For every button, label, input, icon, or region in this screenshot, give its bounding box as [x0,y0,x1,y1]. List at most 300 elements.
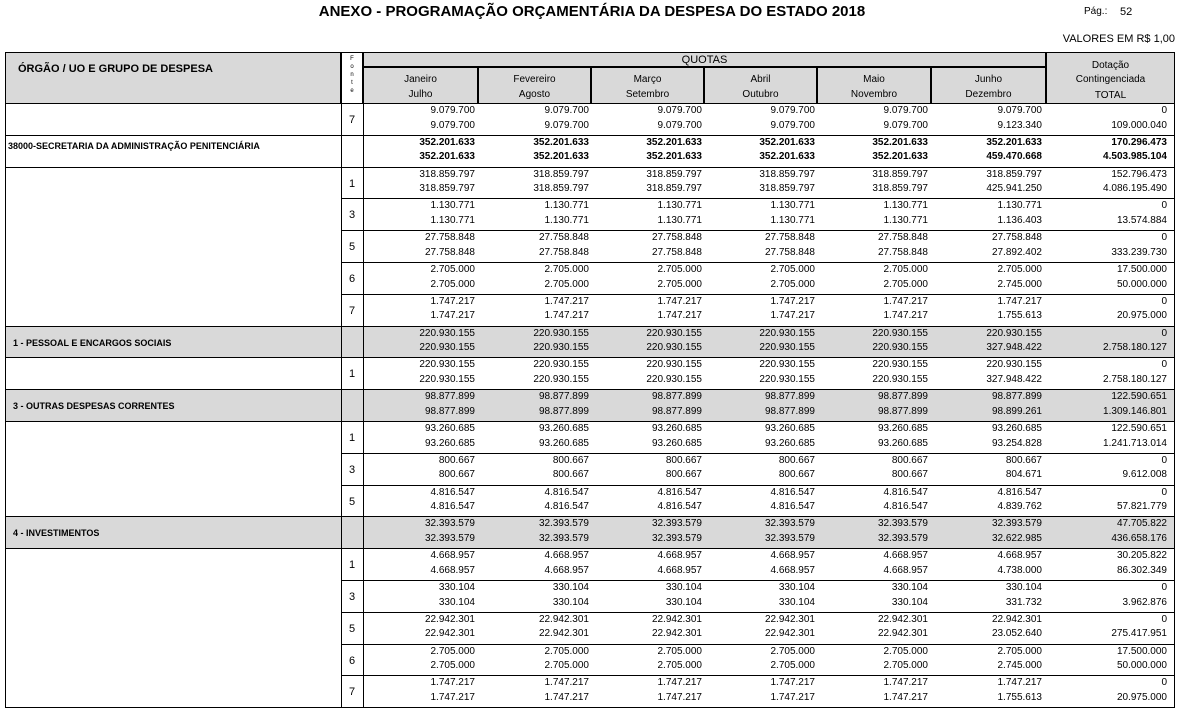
header-dotacao-line1: Dotação [1091,60,1130,71]
value-cell: 1.130.771 [657,214,702,226]
value-cell: 0 [1161,613,1167,625]
value-cell: 4.816.547 [544,486,589,498]
value-cell: 4.839.762 [997,501,1042,513]
value-cell: 50.000.000 [1116,660,1167,672]
grid-line [341,612,1175,613]
value-cell: 2.705.000 [883,264,928,275]
value-cell: 4.668.957 [430,564,475,576]
value-cell: 93.254.828 [991,437,1042,449]
month-label: Janeiro [404,74,437,85]
value-cell: 4.816.547 [430,501,475,513]
value-cell: 93.260.685 [877,423,928,434]
value-cell: 3.962.876 [1122,596,1167,608]
value-cell: 1.130.771 [544,200,589,212]
value-cell: 22.942.301 [877,613,928,625]
value-cell: 1.747.217 [430,295,475,307]
value-cell: 32.393.579 [651,532,702,544]
value-cell: 98.877.899 [991,391,1042,403]
value-cell: 330.104 [778,582,815,593]
value-cell: 1.747.217 [883,691,928,703]
value-cell: 0 [1161,232,1167,244]
value-cell: 86.302.349 [1116,564,1167,576]
value-cell: 333.239.730 [1111,246,1167,258]
value-cell: 32.393.579 [991,518,1042,530]
value-cell: 352.201.633 [419,136,475,148]
value-cell: 98.877.899 [424,391,475,403]
value-cell: 9.079.700 [770,119,815,131]
header-dotacao [1046,52,1175,104]
value-cell: 800.667 [891,454,928,466]
fonte-code: 1 [348,432,356,444]
value-cell: 4.503.985.104 [1103,151,1167,163]
month-label: Maio [863,74,885,85]
value-cell: 93.260.685 [764,423,815,434]
value-cell: 220.930.155 [419,373,475,385]
value-cell: 27.758.848 [424,246,475,258]
value-cell: 800.667 [665,454,702,466]
value-cell: 2.745.000 [997,660,1042,672]
value-cell: 1.747.217 [544,677,589,689]
fonte-code: 1 [348,559,356,572]
fonte-code: 7 [348,686,356,699]
value-cell: 27.892.402 [991,246,1042,258]
value-cell: 352.201.633 [646,136,702,148]
value-cell: 4.816.547 [883,501,928,513]
fonte-code: 5 [348,622,356,635]
header-dotacao-line2: Contingenciada [1075,74,1146,85]
grid-line [1174,104,1175,708]
value-cell: 800.667 [665,469,702,481]
value-cell: 318.859.797 [533,168,589,180]
fonte-code: 1 [348,177,356,190]
value-cell: 27.758.848 [651,246,702,258]
value-cell: 331.732 [1005,596,1042,608]
value-cell: 318.859.797 [872,168,928,180]
fonte-code: 7 [348,114,356,126]
value-cell: 2.705.000 [770,645,815,657]
value-cell: 4.668.957 [544,550,589,562]
value-cell: 98.877.899 [424,405,475,417]
value-cell: 27.758.848 [651,232,702,244]
value-cell: 98.877.899 [651,391,702,403]
value-cell: 0 [1161,486,1167,498]
value-cell: 1.747.217 [657,677,702,689]
value-cell: 804.671 [1005,469,1042,481]
value-cell: 1.747.217 [544,310,589,322]
value-cell: 2.705.000 [657,264,702,275]
value-cell: 1.747.217 [770,691,815,703]
fonte-code: 7 [348,304,356,317]
value-cell: 330.104 [778,596,815,608]
value-cell: 93.260.685 [991,423,1042,434]
value-cell: 330.104 [665,582,702,593]
value-cell: 220.930.155 [419,342,475,354]
header-month-col [704,67,817,104]
value-cell: 109.000.040 [1111,119,1167,131]
month-label: Março [633,74,662,85]
value-cell: 2.705.000 [544,645,589,657]
value-cell: 327.948.422 [986,373,1042,385]
value-cell: 0 [1161,582,1167,593]
value-cell: 2.745.000 [997,278,1042,290]
value-cell: 1.747.217 [997,295,1042,307]
value-cell: 0 [1161,327,1167,339]
value-cell: 20.975.000 [1116,691,1167,703]
value-cell: 220.930.155 [533,342,589,354]
row-label: 38000-SECRETARIA DA ADMINISTRAÇÃO PENITENCIÁRIA [8,140,260,151]
value-cell: 32.622.985 [991,532,1042,544]
grid-line [341,485,1175,486]
value-cell: 2.705.000 [544,660,589,672]
value-cell: 22.942.301 [424,613,475,625]
fonte-code: 6 [348,273,356,285]
value-cell: 352.201.633 [759,136,815,148]
value-cell: 93.260.685 [764,437,815,449]
value-cell: 93.260.685 [877,437,928,449]
value-cell: 2.705.000 [770,660,815,672]
value-cell: 0 [1161,200,1167,212]
value-cell: 318.859.797 [759,168,815,180]
value-cell: 27.758.848 [424,232,475,244]
value-cell: 4.668.957 [657,550,702,562]
value-cell: 98.877.899 [651,405,702,417]
value-cell: 27.758.848 [764,232,815,244]
value-cell: 220.930.155 [533,327,589,339]
value-cell: 1.130.771 [770,200,815,212]
value-cell: 318.859.797 [872,183,928,195]
value-cell: 1.747.217 [770,677,815,689]
value-cell: 1.747.217 [657,310,702,322]
value-cell: 93.260.685 [651,423,702,434]
value-cell: 1.747.217 [883,677,928,689]
value-cell: 122.590.651 [1111,391,1167,403]
value-cell: 327.948.422 [986,342,1042,354]
value-cell: 330.104 [665,596,702,608]
value-cell: 1.130.771 [430,200,475,212]
month-label: Julho [408,89,433,100]
fonte-code: 6 [348,654,356,667]
value-cell: 318.859.797 [646,183,702,195]
header-orgao-label: ÓRGÃO / UO E GRUPO DE DESPESA [18,63,213,75]
value-cell: 9.079.700 [657,119,702,131]
value-cell: 0 [1161,105,1167,116]
value-cell: 93.260.685 [538,437,589,449]
value-cell: 22.942.301 [424,628,475,640]
value-cell: 2.705.000 [430,278,475,290]
value-cell: 2.705.000 [657,645,702,657]
value-cell: 1.747.217 [430,310,475,322]
grid-line [5,516,1175,517]
value-cell: 30.205.822 [1116,550,1167,562]
value-cell: 800.667 [778,454,815,466]
grid-line [5,548,1175,549]
value-cell: 1.747.217 [770,310,815,322]
grid-line [341,675,1175,676]
value-cell: 9.612.008 [1122,469,1167,481]
value-cell: 2.705.000 [430,645,475,657]
value-cell: 352.201.633 [759,151,815,163]
value-cell: 9.079.700 [770,105,815,116]
value-cell: 22.942.301 [538,613,589,625]
value-cell: 4.668.957 [770,564,815,576]
value-cell: 1.747.217 [883,310,928,322]
grid-line [341,580,1175,581]
value-cell: 27.758.848 [764,246,815,258]
month-label: Outubro [742,89,779,100]
value-cell: 352.201.633 [533,136,589,148]
value-cell: 330.104 [438,596,475,608]
value-cell: 1.130.771 [770,214,815,226]
value-cell: 220.930.155 [986,327,1042,339]
value-cell: 17.500.000 [1116,264,1167,275]
value-cell: 2.705.000 [657,278,702,290]
value-cell: 2.705.000 [883,278,928,290]
value-cell: 0 [1161,454,1167,466]
value-cell: 98.877.899 [877,391,928,403]
value-cell: 352.201.633 [872,151,928,163]
value-cell: 32.393.579 [424,518,475,530]
grid-line [5,707,1175,708]
value-cell: 152.796.473 [1111,168,1167,180]
value-cell: 220.930.155 [872,327,928,339]
value-cell: 57.821.779 [1116,501,1167,513]
value-cell: 220.930.155 [759,327,815,339]
value-cell: 1.309.146.801 [1103,405,1167,417]
value-cell: 0 [1161,295,1167,307]
grid-line [5,104,6,708]
value-cell: 220.930.155 [646,359,702,371]
value-cell: 22.942.301 [764,628,815,640]
value-cell: 1.747.217 [430,677,475,689]
value-cell: 32.393.579 [877,518,928,530]
fonte-code: 3 [348,591,356,603]
value-cell: 352.201.633 [986,136,1042,148]
value-cell: 330.104 [1005,582,1042,593]
value-cell: 93.260.685 [651,437,702,449]
value-cell: 220.930.155 [872,342,928,354]
grid-line [5,326,1175,327]
value-cell: 9.079.700 [430,105,475,116]
month-label: Novembro [850,89,898,100]
value-cell: 98.877.899 [764,391,815,403]
value-cell: 2.758.180.127 [1103,373,1167,385]
value-cell: 22.942.301 [538,628,589,640]
grid-line [5,389,1175,390]
value-cell: 1.755.613 [997,691,1042,703]
grid-line [5,135,1175,136]
value-cell: 4.738.000 [997,564,1042,576]
value-cell: 2.705.000 [430,660,475,672]
value-cell: 330.104 [891,582,928,593]
grid-line [341,262,1175,263]
value-cell: 27.758.848 [877,246,928,258]
value-cell: 800.667 [438,454,475,466]
header-dotacao-line3: TOTAL [1094,90,1127,101]
value-cell: 22.942.301 [991,613,1042,625]
page-number: 52 [1120,6,1133,18]
row-label: 1 - PESSOAL E ENCARGOS SOCIAIS [13,337,172,348]
value-cell: 4.668.957 [430,550,475,562]
value-cell: 1.136.403 [997,214,1042,226]
row-label: 4 - INVESTIMENTOS [13,528,100,539]
value-cell: 93.260.685 [538,423,589,434]
value-cell: 1.747.217 [544,295,589,307]
value-cell: 318.859.797 [419,183,475,195]
value-cell: 22.942.301 [651,613,702,625]
grid-line [341,230,1175,231]
grid-line [341,104,342,708]
value-cell: 330.104 [891,596,928,608]
value-cell: 1.747.217 [883,295,928,307]
value-cell: 220.930.155 [872,359,928,371]
value-cell: 4.086.195.490 [1103,183,1167,195]
value-cell: 2.705.000 [430,264,475,275]
fonte-code: 1 [348,368,356,381]
header-quotas [363,52,1046,67]
value-cell: 4.816.547 [657,486,702,498]
value-cell: 425.941.250 [986,183,1042,195]
value-cell: 98.877.899 [764,405,815,417]
value-cell: 27.758.848 [991,232,1042,244]
value-cell: 220.930.155 [646,373,702,385]
grid-line [5,421,1175,422]
value-cell: 22.942.301 [651,628,702,640]
value-cell: 13.574.884 [1116,214,1167,226]
value-cell: 220.930.155 [759,373,815,385]
value-cell: 1.130.771 [544,214,589,226]
grid-line [341,294,1175,295]
value-cell: 23.052.640 [991,628,1042,640]
value-cell: 220.930.155 [533,373,589,385]
value-cell: 220.930.155 [533,359,589,371]
value-cell: 352.201.633 [872,136,928,148]
value-cell: 800.667 [778,469,815,481]
value-cell: 800.667 [552,454,589,466]
value-cell: 4.816.547 [997,486,1042,498]
value-cell: 22.942.301 [877,628,928,640]
header-fonte-label: F o n t e [350,56,354,94]
value-cell: 2.705.000 [770,278,815,290]
value-cell: 1.130.771 [657,200,702,212]
value-cell: 1.747.217 [770,295,815,307]
value-cell: 32.393.579 [764,532,815,544]
value-cell: 32.393.579 [538,518,589,530]
month-label: Abril [750,74,771,85]
value-cell: 47.705.822 [1116,518,1167,530]
value-cell: 4.668.957 [997,550,1042,562]
value-cell: 330.104 [552,596,589,608]
value-cell: 1.747.217 [430,691,475,703]
value-cell: 9.079.700 [657,105,702,116]
value-cell: 800.667 [438,469,475,481]
value-cell: 220.930.155 [419,327,475,339]
header-month-col [591,67,704,104]
value-cell: 2.705.000 [997,264,1042,275]
value-cell: 1.130.771 [430,214,475,226]
value-cell: 22.942.301 [764,613,815,625]
value-cell: 2.705.000 [883,645,928,657]
value-cell: 2.705.000 [544,278,589,290]
value-cell: 800.667 [552,469,589,481]
value-cell: 9.079.700 [430,119,475,131]
value-cell: 4.816.547 [430,486,475,498]
value-cell: 1.755.613 [997,310,1042,322]
fonte-code: 5 [348,495,356,508]
value-cell: 98.877.899 [538,405,589,417]
value-cell: 2.705.000 [657,660,702,672]
value-cell: 1.747.217 [657,295,702,307]
value-cell: 330.104 [552,582,589,593]
header-month-col [817,67,931,104]
header-month-col [478,67,591,104]
month-label: Agosto [518,89,551,100]
currency-note: VALORES EM R$ 1,00 [1062,33,1175,45]
grid-line [341,198,1175,199]
value-cell: 352.201.633 [419,151,475,163]
value-cell: 32.393.579 [424,532,475,544]
value-cell: 170.296.473 [1111,136,1167,148]
value-cell: 2.705.000 [770,264,815,275]
header-quotas-label: QUOTAS [681,54,728,66]
fonte-code: 3 [348,209,356,222]
grid-line [5,357,1175,358]
value-cell: 352.201.633 [646,151,702,163]
value-cell: 1.130.771 [883,214,928,226]
value-cell: 98.899.261 [991,405,1042,417]
month-label: Dezembro [965,89,1012,100]
value-cell: 4.816.547 [883,486,928,498]
value-cell: 2.705.000 [883,660,928,672]
month-label: Fevereiro [513,74,556,85]
month-label: Setembro [625,89,670,100]
value-cell: 27.758.848 [877,232,928,244]
value-cell: 4.668.957 [770,550,815,562]
grid-line [341,644,1175,645]
value-cell: 318.859.797 [533,183,589,195]
value-cell: 1.747.217 [657,691,702,703]
value-cell: 20.975.000 [1116,310,1167,322]
value-cell: 4.668.957 [883,564,928,576]
value-cell: 275.417.951 [1111,628,1167,640]
value-cell: 122.590.651 [1111,423,1167,434]
value-cell: 330.104 [438,582,475,593]
value-cell: 1.747.217 [544,691,589,703]
value-cell: 459.470.668 [986,151,1042,163]
value-cell: 436.658.176 [1111,532,1167,544]
grid-line [341,453,1175,454]
value-cell: 2.705.000 [997,645,1042,657]
value-cell: 4.816.547 [770,486,815,498]
value-cell: 4.816.547 [657,501,702,513]
value-cell: 98.877.899 [877,405,928,417]
value-cell: 800.667 [1005,454,1042,466]
month-label: Junho [974,74,1003,85]
value-cell: 220.930.155 [646,342,702,354]
header-fonte [341,52,363,104]
value-cell: 93.260.685 [424,423,475,434]
grid-line [363,104,364,708]
value-cell: 4.668.957 [544,564,589,576]
value-cell: 800.667 [891,469,928,481]
value-cell: 4.668.957 [657,564,702,576]
value-cell: 220.930.155 [419,359,475,371]
fonte-code: 5 [348,241,356,254]
value-cell: 32.393.579 [764,518,815,530]
header-orgao [5,52,341,104]
value-cell: 318.859.797 [759,183,815,195]
value-cell: 9.079.700 [544,119,589,131]
value-cell: 318.859.797 [986,168,1042,180]
